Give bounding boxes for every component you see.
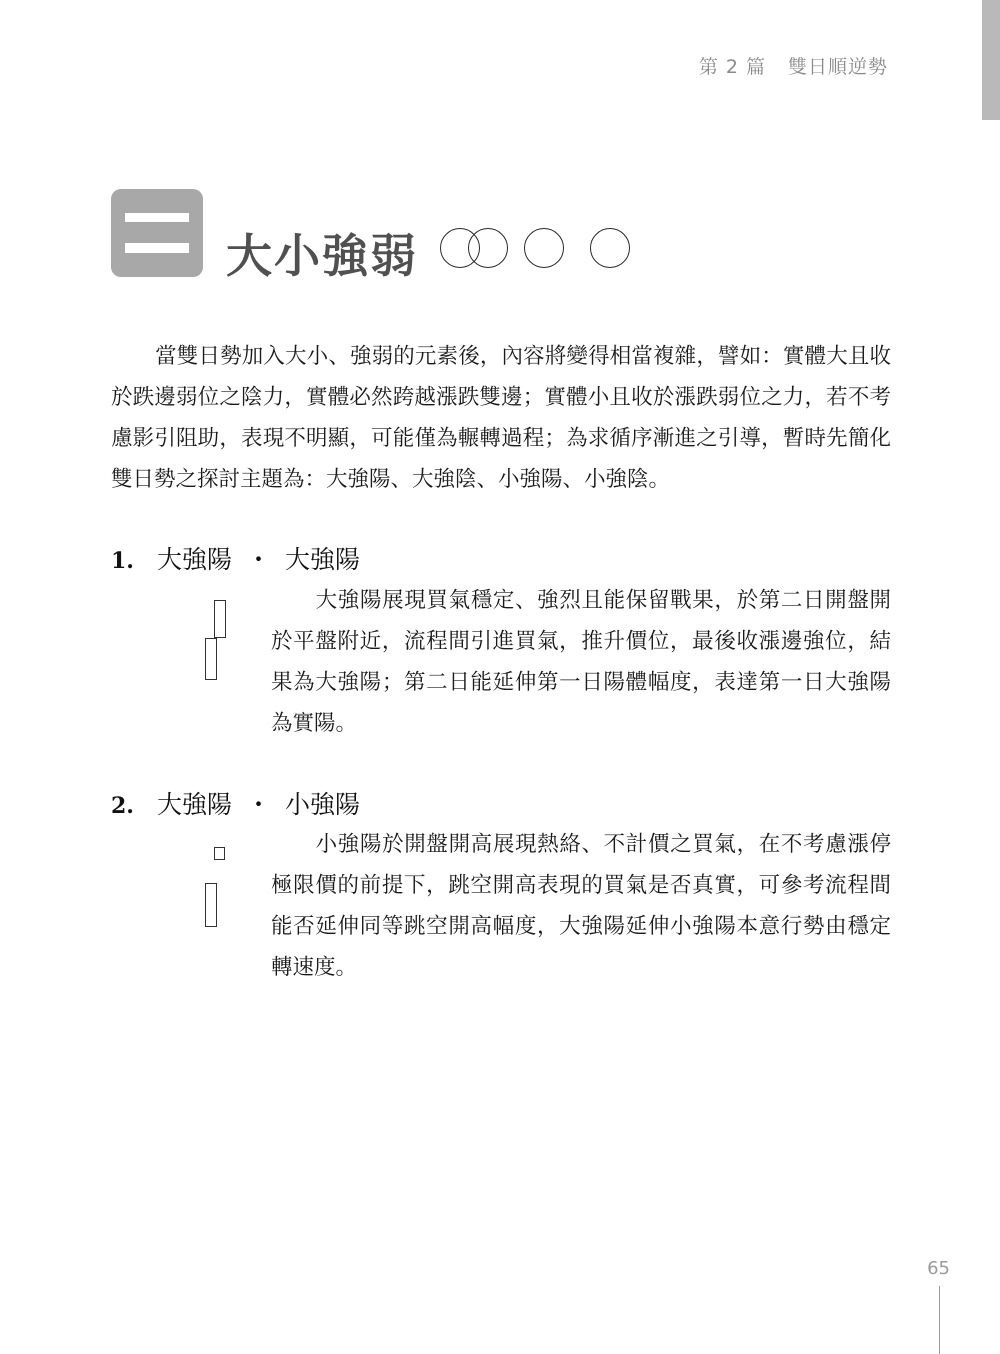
chapter-number-box xyxy=(111,189,203,277)
circle-decoration xyxy=(468,228,508,268)
decorative-circles xyxy=(440,228,640,274)
running-head-part: 第 2 篇 xyxy=(698,56,766,78)
chapter-title: 大小強弱 xyxy=(226,229,418,283)
running-head-title: 雙日順逆勢 xyxy=(787,56,888,78)
candlestick-icon-small xyxy=(214,847,225,860)
section-1-heading: 1. 大強陽 ・ 大強陽 xyxy=(111,545,361,574)
intro-paragraph: 當雙日勢加入大小、強弱的元素後，內容將變得相當複雜，譬如：實體大且收於跌邊弱位之陰力，實體必然跨越漲跌雙邊；實體小且收於漲跌弱位之力，若不考慮影引阻助，表現不明顯，可能僅為輾轉過程；為求循序漸進之引導，暫時先簡化雙日勢之探討主題為：大強陽、大強陰、小強陽、小強陰。 xyxy=(111,344,891,492)
candlestick-icon-large xyxy=(205,883,217,927)
section-2-heading: 2. 大強陽 ・ 小強陽 xyxy=(111,790,361,819)
section-2-body: 小強陽於開盤開高展現熱絡、不計價之買氣，在不考慮漲停極限價的前提下，跳空開高表現的買氣是否真實，可參考流程間能否延伸同等跳空開高幅度，大強陽延伸小強陽本意行勢由穩定轉速度。 xyxy=(271,832,891,980)
candlestick-icon-day1 xyxy=(205,638,217,680)
circle-decoration xyxy=(524,228,564,268)
circle-decoration xyxy=(590,228,630,268)
page-number-rule xyxy=(939,1286,940,1354)
running-head xyxy=(699,52,888,79)
side-thumb-tab xyxy=(982,0,1000,120)
candlestick-icon-day2 xyxy=(214,600,226,638)
page-number: 65 xyxy=(927,1258,950,1279)
section-1-body: 大強陽展現買氣穩定、強烈且能保留戰果，於第二日開盤開於平盤附近，流程間引進買氣，推升價位，最後收漲邊強位，結果為大強陽；第二日能延伸第一日陽體幅度，表達第一日大強陽為實陽。 xyxy=(271,588,891,736)
